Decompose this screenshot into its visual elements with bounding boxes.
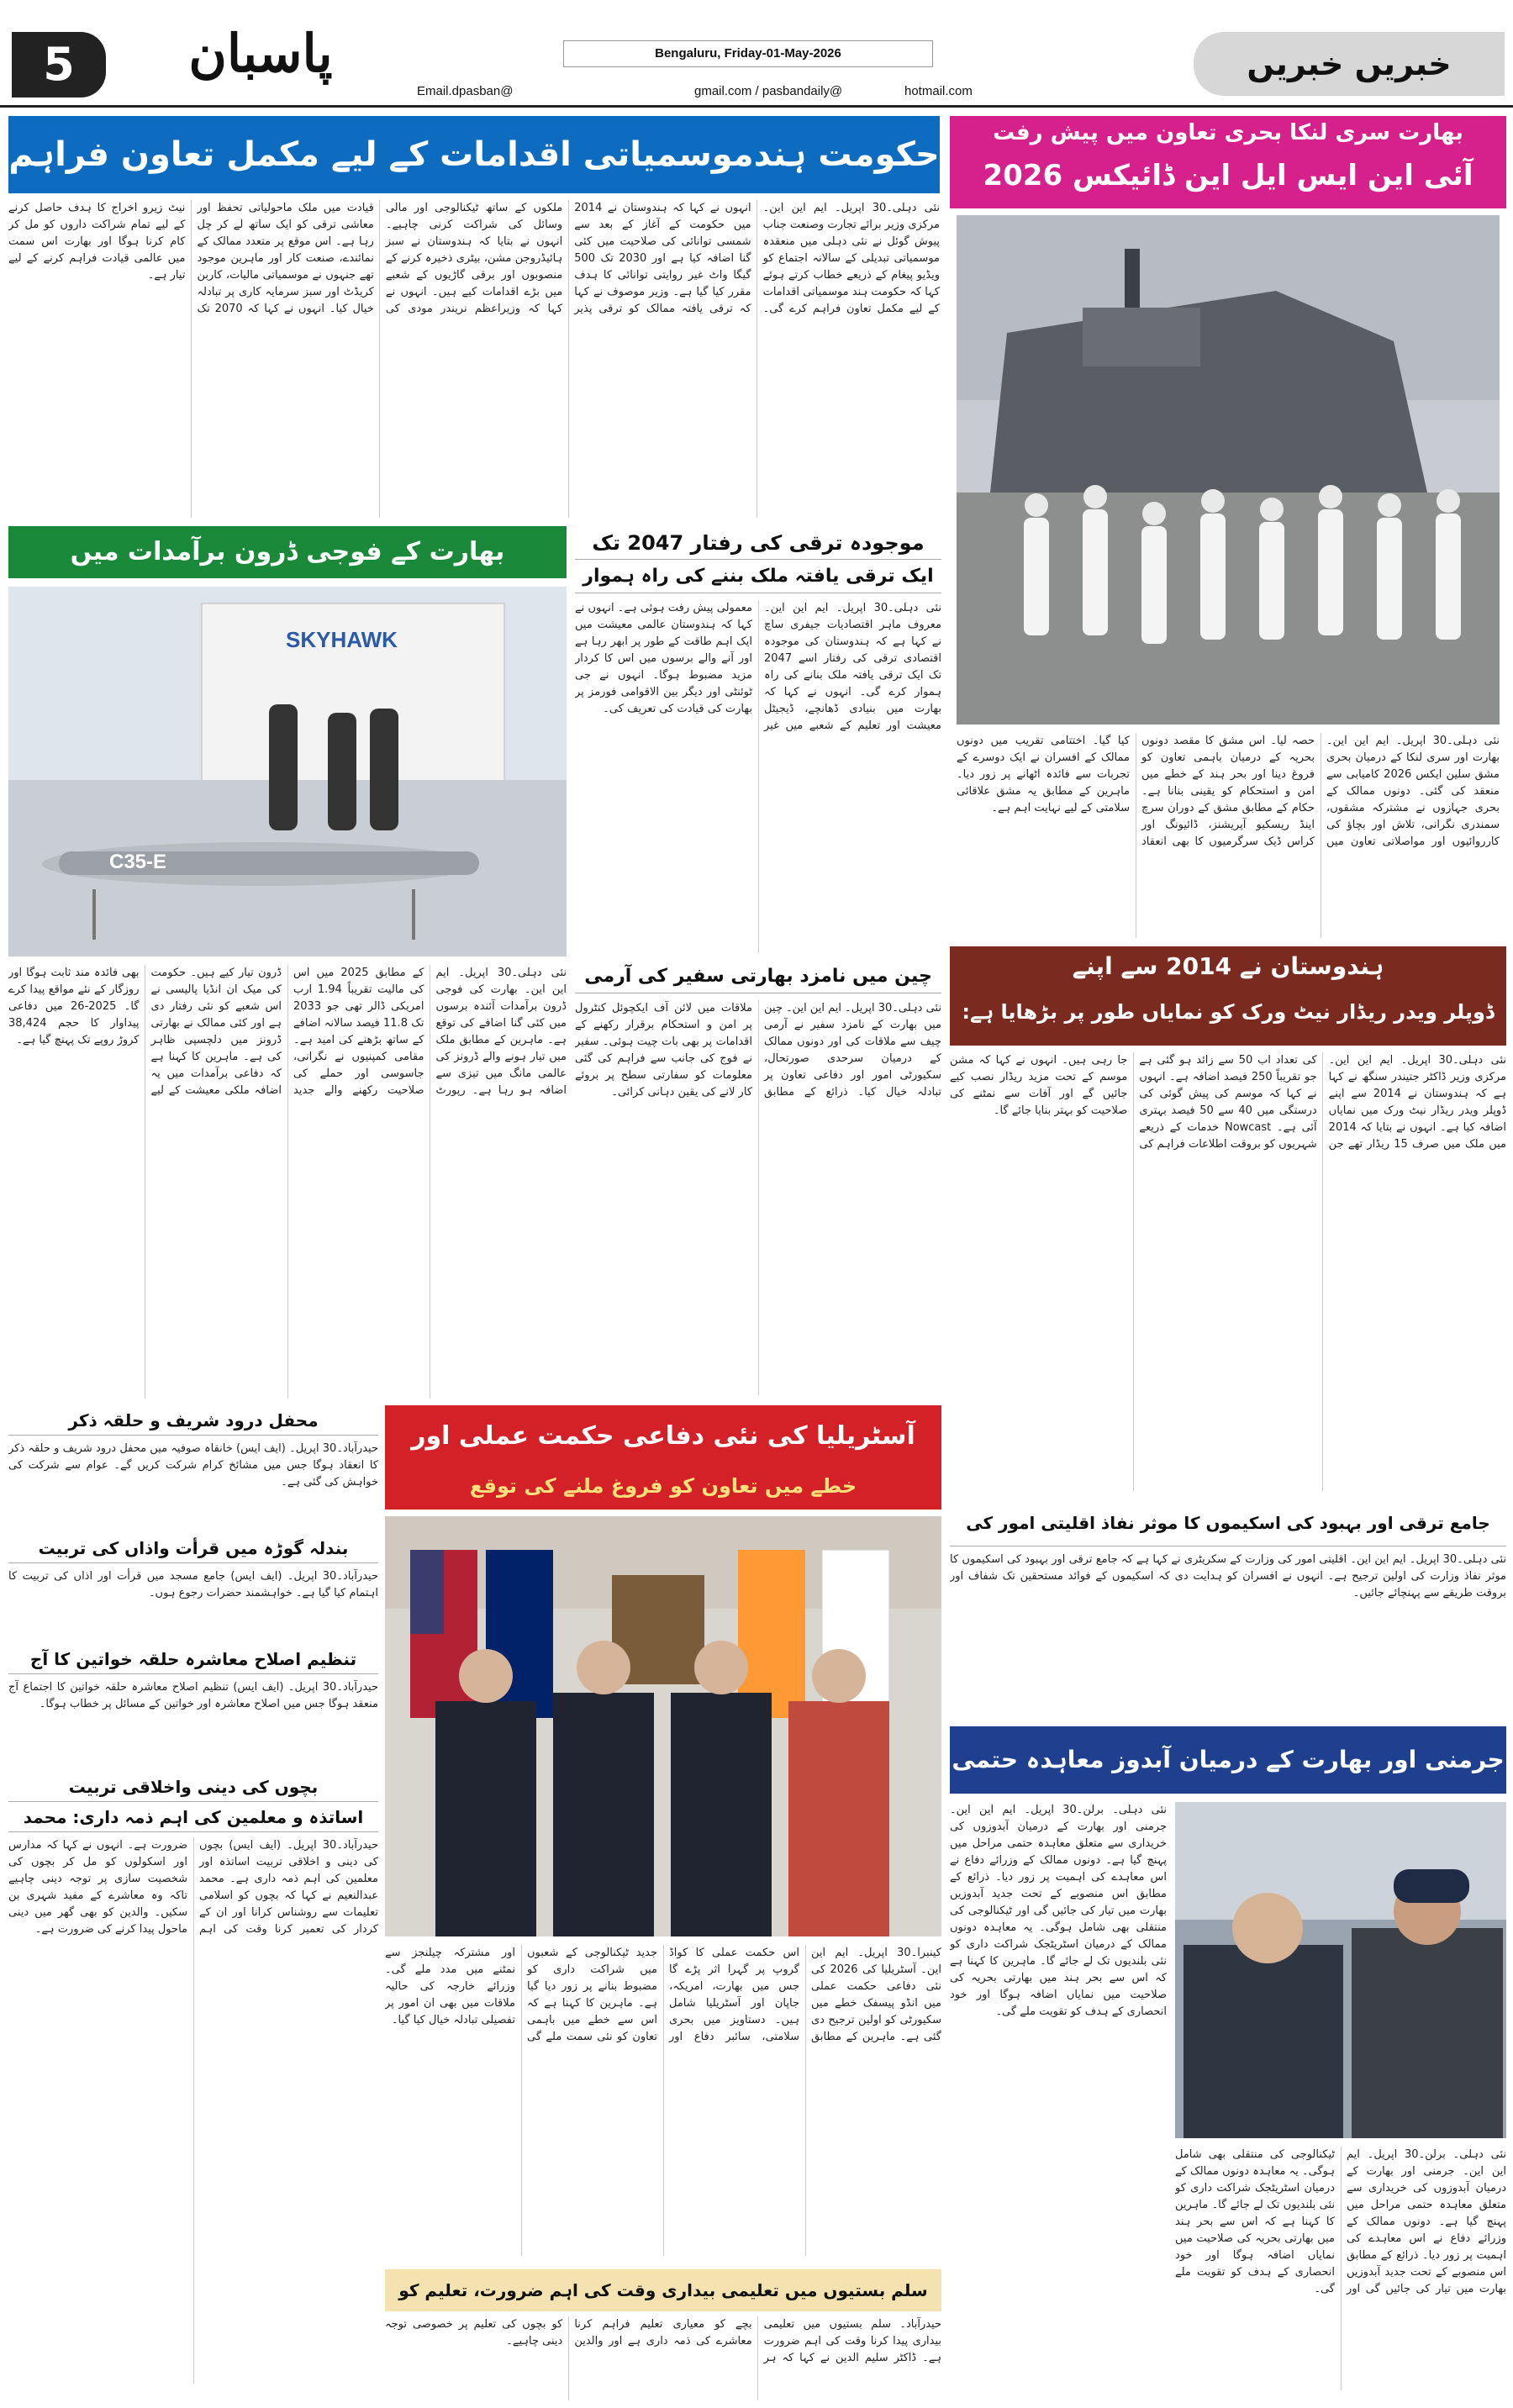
article-slum-education: [385, 2269, 941, 2400]
defence-ministers-photo: [1175, 1802, 1506, 2138]
article-body: نئی دہلی۔30 اپریل۔ ایم این این۔ مرکزی وزیر ڈاکٹر جتیندر سنگھ نے کہا ہے کہ ہندوستان نے 2014 سے اپنے ڈوپلر ویدر ریڈار نیٹ ورک میں نمایاں اضافہ کیا ہے۔ انہوں نے بتایا کہ 2014 میں ملک میں صرف 15 ریڈار تھے جن کی تعداد اب 50 سے زائد ہو گئی ہے جو تقریباً 250 فیصد اضافہ ہے۔ انہوں نے کہا کہ موسم کی پیش گوئی کی درستگی میں 40 سے 50 فیصد بہتری آئی ہے۔ Nowcast خدمات کے ذریعے شہریوں کو بروقت اطلاعات فراہم کی جا رہی ہیں۔ انہوں نے کہا کہ مشن موسم کے تحت مزید ریڈار نصب کیے جائیں گے اور آفات سے نمٹنے کی صلاحیت کو بہتر بنایا جائے گا۔: [950, 1054, 1506, 1151]
headline: چین میں نامزد بھارتی سفیر کی آرمی: [575, 960, 941, 993]
drone-model-text: C35-E: [109, 851, 167, 873]
headline: سلم بستیوں میں تعلیمی بیداری وقت کی اہم ضرورت، تعلیم کو: [385, 2269, 941, 2311]
article-body: حیدرآباد۔ سلم بستیوں میں تعلیمی بیداری پیدا کرنا وقت کی اہم ضرورت ہے۔ ڈاکٹر سلیم الدین نے کہا کہ ہر بچے کو معیاری تعلیم فراہم کرنا معاشرے کی ذمہ داری ہے اور والدین کو بچوں کی تعلیم پر خصوصی توجہ دینی چاہیے۔: [385, 2318, 941, 2364]
article-body: نئی دہلی۔30 اپریل۔ ایم این این۔ اقلیتی امور کی وزارت کے سکریٹری نے کہا ہے کہ جامع ترقی اور بہبود کی اسکیموں کا موثر نفاذ وزارت کی اولین ترجیح ہے۔ انہوں نے افسران کو ہدایت دی کہ اسکیموں کے فوائد مستحقین تک شفاف اور بروقت طریقے سے پہنچائے جائیں۔: [950, 1553, 1506, 1599]
local-text-2: حیدرآباد۔30 اپریل۔ (ایف ایس) جامع مسجد میں قرأت اور اذاں کی تربیت کا اہتمام کیا گیا ہے۔ خواہشمند حضرات رجوع ہوں۔: [8, 1570, 378, 1599]
article-australia-strategy: [385, 1405, 941, 2263]
local-news-column: [8, 1405, 378, 2400]
headline: بھارت کے فوجی ڈرون برآمدات میں: [8, 526, 567, 578]
headline: حکومت ہندموسمیاتی اقدامات کے لیے مکمل تعاون فراہم: [8, 116, 940, 193]
article-body: کینبرا۔30 اپریل۔ ایم این این۔ آسٹریلیا کی 2026 کی نئی دفاعی حکمت عملی میں انڈو پیسفک خطے میں سکیورٹی کو اولین ترجیح دی گئی ہے۔ ماہرین کے مطابق اس حکمت عملی کا کواڈ گروپ پر گہرا اثر پڑے گا جس میں بھارت، امریکہ، جاپان اور آسٹریلیا شامل ہیں۔ دستاویز میں بحری سلامتی، سائبر دفاع اور جدید ٹیکنالوجی کے شعبوں میں شراکت داری کو مضبوط بنانے پر زور دیا گیا ہے۔ ماہرین کا کہنا ہے کہ اس سے خطے میں باہمی تعاون کو نئی سمت ملے گی اور مشترکہ چیلنجز سے نمٹنے میں مدد ملے گی۔ وزرائے خارجہ کی حالیہ ملاقات میں بھی ان امور پر تفصیلی تبادلہ خیال کیا گیا۔: [385, 1947, 941, 2043]
local-text-1: حیدرآباد۔30 اپریل۔ (ایف ایس) خانقاہ صوفیہ میں محفل درود شریف و حلقہ ذکر کا انعقاد ہوگا جس میں مشائخ کرام شرکت کریں گے۔ عوام سے شرکت کی خواہش کی گئی ہے۔: [8, 1442, 378, 1489]
article-piyush-goyal: [8, 116, 940, 519]
drone-expo-photo: [8, 587, 567, 956]
article-body: نئی دہلی۔30 اپریل۔ ایم این این۔ چین میں بھارت کے نامزد سفیر نے آرمی چیف سے ملاقات کی اور دونوں ممالک کے درمیان سرحدی صورتحال، سکیورٹی امور اور دفاعی تعاون پر تبادلہ خیال کیا۔ ذرائع کے مطابق ملاقات میں لائن آف ایکچوئل کنٹرول پر امن و استحکام برقرار رکھنے کے اقدامات پر بھی بات چیت ہوئی۔ سفیر نے فوج کی جانب سے فراہم کی گئی معلومات کو سفارتی سطح پر بروئے کار لانے کی یقین دہانی کرائی۔: [575, 1002, 941, 1099]
email-line: [417, 81, 1333, 104]
navy-ceremony-photo: [957, 215, 1500, 725]
quad-ministers-photo: [385, 1516, 941, 1936]
article-jeffrey-sachs: [575, 526, 941, 955]
headline-block: [950, 946, 1506, 1046]
newspaper-logo: پاسبان: [188, 23, 333, 84]
article-minority-affairs: [950, 1499, 1506, 1718]
article-submarine-deal: [950, 1726, 1506, 2399]
email-mid: gmail.com / pasbandaily@: [694, 84, 843, 98]
local-headline-3: تنظیم اصلاح معاشرہ حلقہ خواتین کا آج: [8, 1644, 378, 1674]
subheadline: خطے میں تعاون کو فروغ ملنے کی توقع: [469, 1474, 857, 1498]
section-title: خبریں خبریں: [1194, 32, 1505, 96]
email-right: hotmail.com: [904, 84, 973, 98]
article-china-ambassador: [575, 960, 941, 1397]
subheadline: موجودہ ترقی کی رفتار 2047 تک: [575, 526, 941, 560]
headline: ایک ترقی یافتہ ملک بننے کی راہ ہموار: [575, 560, 941, 593]
dateline: Bengaluru, Friday-01-May-2026: [563, 40, 933, 67]
headline: ڈوپلر ویدر ریڈار نیٹ ورک کو نمایاں طور پر بڑھایا ہے:: [962, 1000, 1495, 1024]
headline: جرمنی اور بھارت کے درمیان آبدوز معاہدہ حتمی: [950, 1726, 1506, 1794]
local-text-3: حیدرآباد۔30 اپریل۔ (ایف ایس) تنظیم اصلاح معاشرہ حلقہ خواتین کا اجتماع آج منعقد ہوگا جس میں اصلاح معاشرہ اور خواتین کے مسائل پر خطاب ہوگا۔: [8, 1681, 378, 1710]
article-body: نئی دہلی۔30 اپریل۔ ایم این این۔ مرکزی وزیر برائے تجارت وصنعت جناب پیوش گوئل نے نئی دہلی میں منعقدہ موسمیاتی تبدیلی کے سالانہ اجتماع کو ویڈیو پیغام کے ذریعے خطاب کرتے ہوئے کہا کہ حکومت ہند موسمیاتی اقدامات کے لیے مکمل تعاون فراہم کرے گی۔ انہوں نے کہا کہ ہندوستان نے 2014 میں حکومت کے آغاز کے بعد سے شمسی توانائی کی صلاحیت میں کئی گنا اضافہ کیا ہے اور 2030 تک 500 گیگا واٹ غیر روایتی توانائی کا ہدف مقرر کیا گیا ہے۔ وزیر موصوف نے کہا کہ ترقی یافتہ ممالک کو ترقی پذیر ملکوں کے ساتھ ٹیکنالوجی اور مالی وسائل کی شراکت کرنی چاہیے۔ انہوں نے بتایا کہ ہندوستان نے سبز ہائیڈروجن مشن، بیٹری ذخیرہ کرنے کے منصوبوں اور برقی گاڑیوں کے شعبے میں بڑے اقدامات کیے ہیں۔ انہوں نے کہا کہ وزیراعظم نریندر مودی کی قیادت میں ملک ماحولیاتی تحفظ اور معاشی ترقی کو ایک ساتھ لے کر چل رہا ہے۔ اس موقع پر متعدد ممالک کے نمائندے، صنعت کار اور ماہرین موجود تھے جنہوں نے موسمیاتی مالیات، کاربن کریڈٹ اور سبز سرمایہ کاری پر تبادلہ خیال کیا۔ انہوں نے کہا کہ 2070 تک نیٹ زیرو اخراج کا ہدف حاصل کرنے کے لیے تمام شراکت داروں کو مل کر کام کرنا ہوگا اور بھارت اس سمت میں عالمی قیادت فراہم کرنے کے لیے تیار ہے۔: [8, 202, 940, 315]
article-doppler-radar: [950, 946, 1506, 1493]
subheadline: ہندوستان نے 2014 سے اپنے: [1072, 952, 1384, 980]
email-left: Email.dpasban@: [417, 84, 514, 98]
headline-block: [950, 116, 1506, 208]
local-headline-5: اساتذہ و معلمین کی اہم ذمہ داری: محمد: [8, 1802, 378, 1832]
local-text-5: حیدرآباد۔30 اپریل۔ (ایف ایس) بچوں کی دینی و اخلاقی تربیت اساتذہ اور معلمین کی اہم ذمہ داری ہے۔ محمد عبدالنعیم نے کہا کہ بچوں کو اسلامی تعلیمات سے روشناس کرانا اور ان کے کردار کی تعمیر کرنا وقت کی اہم ضرورت ہے۔ انہوں نے کہا کہ مدارس اور اسکولوں کو مل کر بچوں کی شخصیت سازی پر توجہ دینی چاہیے تاکہ وہ معاشرے کے مفید شہری بن سکیں۔ والدین کو بھی گھر میں دینی ماحول پیدا کرنے کی ضرورت ہے۔: [8, 1839, 378, 1936]
article-drone-exports: [8, 526, 567, 1400]
masthead: [0, 0, 1513, 108]
local-headline-4: بچوں کی دینی واخلاقی تربیت: [8, 1772, 378, 1802]
headline: جامع ترقی اور بہبود کی اسکیموں کا موثر نفاذ اقلیتی امور کی: [950, 1499, 1506, 1546]
headline: آسٹریلیا کی نئی دفاعی حکمت عملی اور: [411, 1421, 915, 1451]
article-body: نئی دہلی۔30 اپریل۔ ایم این این۔ بھارت اور سری لنکا کے درمیان بحری مشق سلین ایکس 2026 کامیابی سے منعقد کی گئی۔ دونوں ممالک کے بحری جہازوں نے مشترکہ مشقوں، سمندری نگرانی، تلاش اور بچاؤ کی کارروائیوں اور مواصلاتی تعاون میں حصہ لیا۔ اس مشق کا مقصد دونوں بحریہ کے درمیان باہمی تعاون کو فروغ دینا اور بحر ہند کے خطے میں امن و استحکام کو یقینی بنانا ہے۔ حکام کے مطابق مشق کے دوران سرچ اینڈ ریسکیو آپریشنز، ڈائیونگ اور کراس ڈیک سرگرمیوں کا بھی انعقاد کیا گیا۔ اختتامی تقریب میں دونوں ممالک کے افسران نے ایک دوسرے کے تجربات سے فائدہ اٹھانے پر زور دیا۔ ماہرین کے مطابق یہ مشق علاقائی سلامتی کے لیے نہایت اہم ہے۔: [957, 735, 1500, 848]
article-slinex: [950, 116, 1506, 940]
kicker: بھارت سری لنکا بحری تعاون میں پیش رفت: [993, 120, 1463, 145]
local-headline-2: بندلہ گوڑہ میں قرأت واذاں کی تربیت: [8, 1533, 378, 1563]
drone-brand-text: SKYHAWK: [286, 627, 398, 652]
article-body-right: نئی دہلی۔ برلن۔30 اپریل۔ ایم این این۔ جرمنی اور بھارت کے درمیان آبدوزوں کی خریداری سے متعلق معاہدہ حتمی مراحل میں پہنچ گیا ہے۔ دونوں ممالک کے وزرائے دفاع نے اس معاہدے کی اہمیت پر زور دیا۔ ذرائع کے مطابق اس منصوبے کے تحت جدید آبدوزیں بھارت میں تیار کی جائیں گی اور ٹیکنالوجی کی منتقلی بھی شامل ہوگی۔ یہ معاہدہ دونوں ممالک کے درمیان اسٹریٹجک شراکت داری کو نئی بلندیوں تک لے جائے گا۔ ماہرین کا کہنا ہے کہ اس سے بحر ہند میں بھارتی بحریہ کی صلاحیت میں نمایاں اضافہ ہوگا اور خود انحصاری کے ہدف کو تقویت ملے گی۔: [1175, 2148, 1506, 2295]
page-number: 5: [12, 32, 106, 97]
article-body-left: نئی دہلی۔ برلن۔30 اپریل۔ ایم این این۔ جرمنی اور بھارت کے درمیان آبدوزوں کی خریداری سے متعلق معاہدہ حتمی مراحل میں پہنچ گیا ہے۔ دونوں ممالک کے وزرائے دفاع نے اس معاہدے کی اہمیت پر زور دیا۔ ذرائع کے مطابق اس منصوبے کے تحت جدید آبدوزیں بھارت میں تیار کی جائیں گی اور ٹیکنالوجی کی منتقلی بھی شامل ہوگی۔ یہ معاہدہ دونوں ممالک کے درمیان اسٹریٹجک شراکت داری کو نئی بلندیوں تک لے جائے گا۔ ماہرین کا کہنا ہے کہ اس سے بحر ہند میں بھارتی بحریہ کی صلاحیت میں نمایاں اضافہ ہوگا اور خود انحصاری کے ہدف کو تقویت ملے گی۔: [950, 1804, 1167, 2018]
headline-block: [385, 1405, 941, 1510]
local-headline-1: محفل درود شریف و حلقہ ذکر: [8, 1405, 378, 1436]
article-body: نئی دہلی۔30 اپریل۔ ایم این این۔ معروف ماہر اقتصادیات جیفری ساچ نے کہا ہے کہ ہندوستان کی موجودہ اقتصادی ترقی کی رفتار اسے 2047 تک ایک ترقی یافتہ ملک بنانے کی راہ ہموار کرے گی۔ انہوں نے کہا کہ بھارت میں بنیادی ڈھانچے، ڈیجیٹل معیشت اور تعلیم کے شعبے میں غیر معمولی پیش رفت ہوئی ہے۔ انہوں نے کہا کہ ہندوستان عالمی معیشت میں ایک اہم طاقت کے طور پر ابھر رہا ہے اور آنے والے برسوں میں اس کا کردار مزید مضبوط ہوگا۔ انہوں نے جی ٹوئنٹی اور دیگر بین الاقوامی فورمز پر بھارت کی قیادت کی تعریف کی۔: [575, 602, 941, 732]
article-body: نئی دہلی۔30 اپریل۔ ایم این این۔ بھارت کی فوجی ڈرون برآمدات آئندہ برسوں میں کئی گنا اضافے کی توقع ہے۔ ماہرین کے مطابق ملک میں تیار ہونے والے ڈرونز کی عالمی مانگ میں تیزی سے اضافہ ہو رہا ہے۔ رپورٹ کے مطابق 2025 میں اس کی مالیت تقریباً 1.94 ارب امریکی ڈالر تھی جو 2033 تک 11.8 فیصد سالانہ اضافے کے ساتھ بڑھنے کی امید ہے۔ مقامی کمپنیوں نے نگرانی، جاسوسی اور حملے کی صلاحیت رکھنے والے جدید ڈرون تیار کیے ہیں۔ حکومت کی میک ان انڈیا پالیسی نے اس شعبے کو نئی رفتار دی ہے اور کئی ممالک نے بھارتی ڈرونز میں دلچسپی ظاہر کی ہے۔ ماہرین کا کہنا ہے کہ دفاعی برآمدات میں یہ اضافہ ملکی معیشت کے لیے بھی فائدہ مند ثابت ہوگا اور روزگار کے نئے مواقع پیدا کرے گا۔ 2025-26 میں دفاعی پیداوار کا حجم 38,424 کروڑ روپے تک پہنچ گیا ہے۔: [8, 967, 567, 1097]
headline: آئی این ایس ایل این ڈائیکس 2026: [983, 159, 1473, 192]
